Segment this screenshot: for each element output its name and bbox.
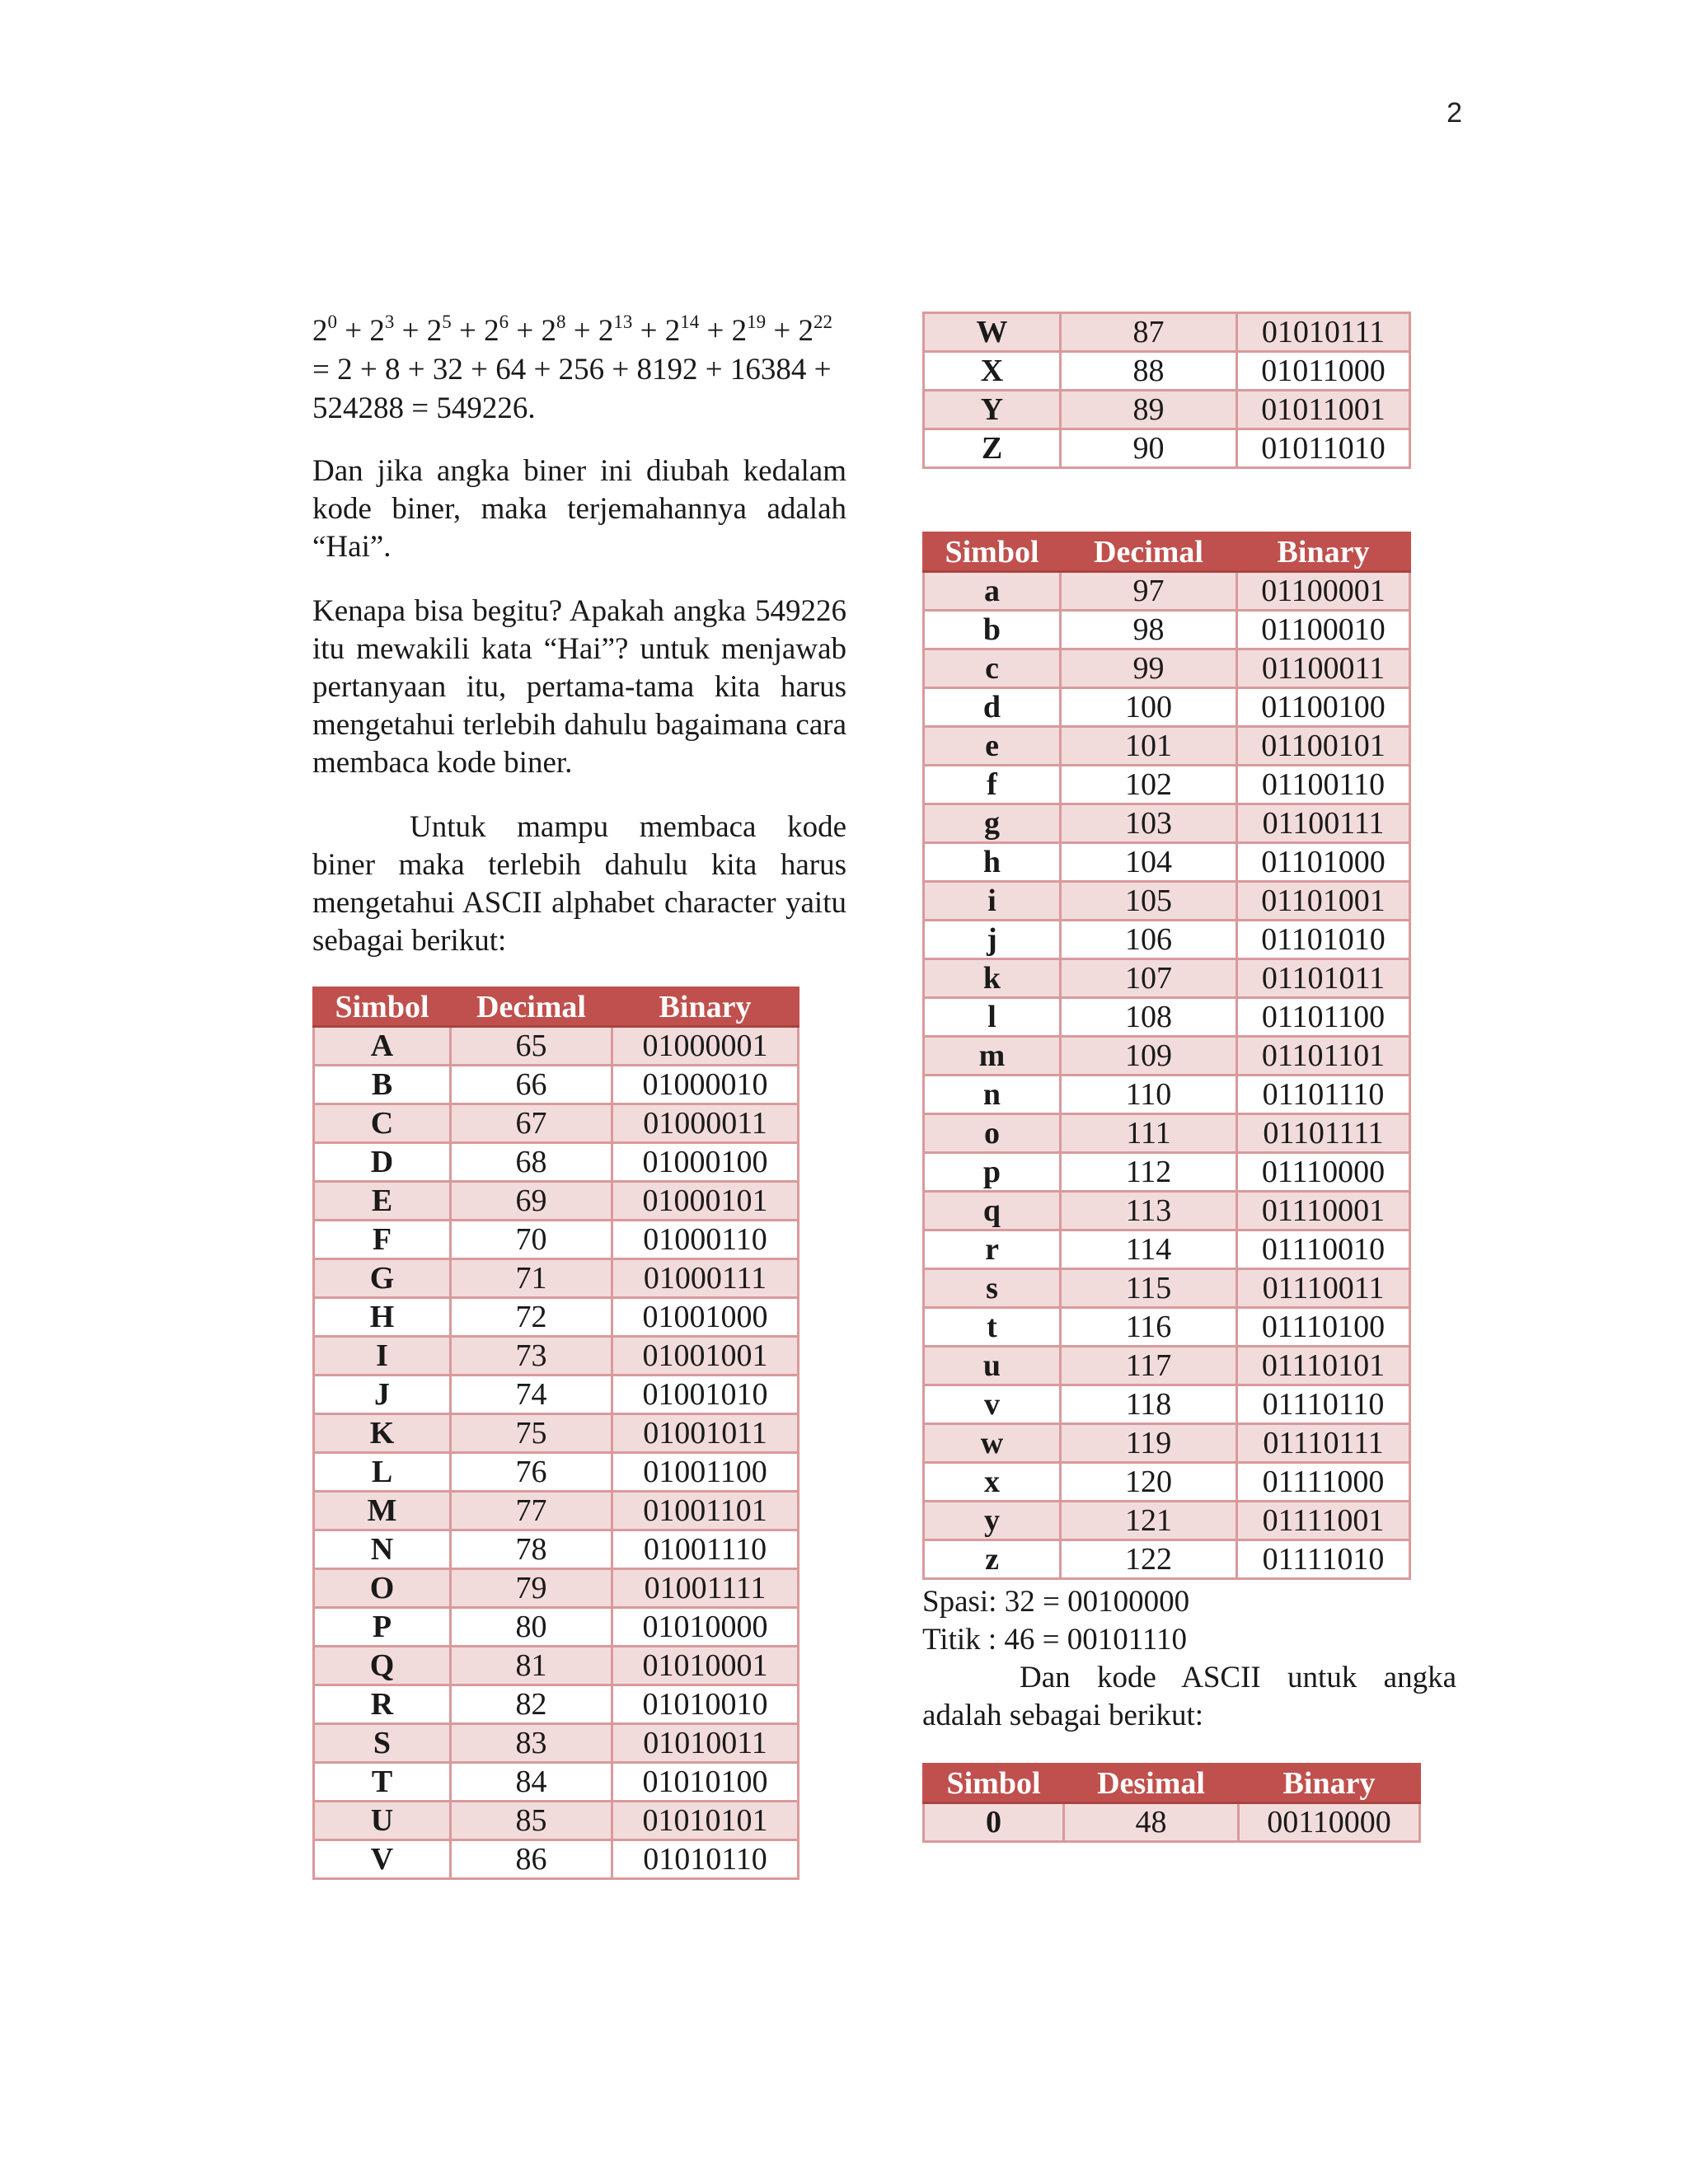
binary-cell: 01110011 xyxy=(1237,1269,1410,1308)
symbol-cell: l xyxy=(924,998,1061,1037)
symbol-cell: b xyxy=(924,611,1061,649)
table-row xyxy=(314,1763,799,1802)
binary-cell: 01001010 xyxy=(612,1376,799,1414)
table-row xyxy=(924,1463,1410,1502)
symbol-cell: F xyxy=(314,1221,451,1259)
symbol-cell: R xyxy=(314,1685,451,1724)
table-row xyxy=(924,572,1410,611)
table-row xyxy=(314,1182,799,1221)
table-row xyxy=(924,1269,1410,1308)
formula-expansion: = 2 + 8 + 32 + 64 + 256 + 8192 + 16384 + 524288 = 549226. xyxy=(312,353,832,425)
symbol-cell: m xyxy=(924,1037,1061,1076)
decimal-cell: 110 xyxy=(1061,1076,1237,1114)
decimal-cell: 66 xyxy=(451,1066,612,1104)
decimal-cell: 120 xyxy=(1061,1463,1237,1502)
paragraph-question: Kenapa bisa begitu? Apakah angka 549226 itu mewakili kata “Hai”? untuk menjawab pertanyaan itu, pertama-tama kita harus mengetahui terlebih dahulu bagaimana cara membaca kode biner. xyxy=(312,594,846,780)
decimal-cell: 77 xyxy=(451,1492,612,1530)
decimal-cell: 119 xyxy=(1061,1424,1237,1463)
table-row xyxy=(314,1143,799,1182)
table-row xyxy=(314,1337,799,1376)
symbol-cell: u xyxy=(924,1347,1061,1385)
binary-cell: 01110111 xyxy=(1237,1424,1410,1463)
table-row xyxy=(924,1230,1410,1269)
power-term: $2^{14}$ xyxy=(664,312,700,348)
column-header: Simbol xyxy=(924,1765,1064,1803)
decimal-cell: 121 xyxy=(1061,1502,1237,1540)
binary-cell: 01100011 xyxy=(1237,649,1410,688)
binary-cell: 01010011 xyxy=(612,1724,799,1763)
binary-cell: 01000100 xyxy=(612,1143,799,1182)
decimal-cell: 83 xyxy=(451,1724,612,1763)
table-row xyxy=(924,882,1410,921)
symbol-cell: J xyxy=(314,1376,451,1414)
decimal-cell: 68 xyxy=(451,1143,612,1182)
table-row xyxy=(924,1424,1410,1463)
symbol-cell: e xyxy=(924,727,1061,766)
binary-cell: 01110110 xyxy=(1237,1385,1410,1424)
symbol-cell: i xyxy=(924,882,1061,921)
binary-cell: 01111000 xyxy=(1237,1463,1410,1502)
decimal-cell: 99 xyxy=(1061,649,1237,688)
binary-cell: 01111001 xyxy=(1237,1502,1410,1540)
paragraph-digits-intro: Dan kode ASCII untuk angka adalah sebagai berikut: xyxy=(922,1661,1456,1732)
symbol-cell: G xyxy=(314,1259,451,1298)
symbol-cell: X xyxy=(924,352,1061,391)
exponent: 0 xyxy=(327,312,337,332)
symbol-cell: w xyxy=(924,1424,1061,1463)
table-row xyxy=(314,1376,799,1414)
symbol-cell: 0 xyxy=(924,1803,1064,1842)
table-row xyxy=(924,649,1410,688)
decimal-cell: 113 xyxy=(1061,1192,1237,1230)
decimal-cell: 122 xyxy=(1061,1540,1237,1579)
column-header: Binary xyxy=(1239,1765,1420,1803)
decimal-cell: 48 xyxy=(1064,1803,1239,1842)
binary-cell: 01011000 xyxy=(1237,352,1410,391)
table-row xyxy=(924,1037,1410,1076)
table-row xyxy=(924,352,1410,391)
binary-cell: 01000101 xyxy=(612,1182,799,1221)
space-code: Spasi: 32 = 00100000 xyxy=(922,1585,1190,1619)
decimal-cell: 116 xyxy=(1061,1308,1237,1347)
decimal-cell: 86 xyxy=(451,1840,612,1879)
decimal-cell: 76 xyxy=(451,1453,612,1492)
symbol-cell: Y xyxy=(924,391,1061,429)
table-row xyxy=(924,921,1410,959)
symbol-cell: q xyxy=(924,1192,1061,1230)
binary-cell: 01101011 xyxy=(1237,959,1410,998)
decimal-cell: 85 xyxy=(451,1802,612,1840)
symbol-cell: E xyxy=(314,1182,451,1221)
paragraph-translation: Dan jika angka biner ini diubah kedalam kode biner, maka terjemahannya adalah “Hai”. xyxy=(312,454,846,564)
decimal-cell: 67 xyxy=(451,1104,612,1143)
decimal-cell: 87 xyxy=(1061,313,1237,352)
decimal-cell: 105 xyxy=(1061,882,1237,921)
decimal-cell: 88 xyxy=(1061,352,1237,391)
symbol-cell: j xyxy=(924,921,1061,959)
decimal-cell: 102 xyxy=(1061,766,1237,804)
binary-cell: 01100001 xyxy=(1237,572,1410,611)
table-row xyxy=(924,959,1410,998)
binary-cell: 01101101 xyxy=(1237,1037,1410,1076)
exponent: 6 xyxy=(499,312,509,332)
decimal-cell: 78 xyxy=(451,1530,612,1569)
symbol-cell: T xyxy=(314,1763,451,1802)
binary-cell: 01001101 xyxy=(612,1492,799,1530)
binary-cell: 01100100 xyxy=(1237,688,1410,727)
table-row xyxy=(314,1724,799,1763)
decimal-cell: 107 xyxy=(1061,959,1237,998)
table-row xyxy=(924,688,1410,727)
decimal-cell: 70 xyxy=(451,1221,612,1259)
table-row xyxy=(924,727,1410,766)
power-term: $2^{13}$ xyxy=(598,312,633,348)
symbol-cell: U xyxy=(314,1802,451,1840)
decimal-cell: 71 xyxy=(451,1259,612,1298)
table-row xyxy=(314,1259,799,1298)
exponent: 13 xyxy=(613,312,633,332)
column-header: Decimal xyxy=(451,988,612,1027)
table-row xyxy=(924,611,1410,649)
decimal-cell: 97 xyxy=(1061,572,1237,611)
binary-cell: 01010111 xyxy=(1237,313,1410,352)
power-term: $2^0$ xyxy=(312,312,337,348)
table-header-row xyxy=(924,1765,1420,1803)
power-term: $2^8$ xyxy=(541,312,566,348)
table-row xyxy=(314,1298,799,1337)
decimal-cell: 118 xyxy=(1061,1385,1237,1424)
symbol-cell: x xyxy=(924,1463,1061,1502)
exponent: 3 xyxy=(384,312,395,332)
period-code: Titik : 46 = 00101110 xyxy=(922,1623,1188,1657)
binary-cell: 00110000 xyxy=(1239,1803,1420,1842)
decimal-cell: 117 xyxy=(1061,1347,1237,1385)
binary-cell: 01100101 xyxy=(1237,727,1410,766)
decimal-cell: 81 xyxy=(451,1647,612,1685)
table-row xyxy=(314,1104,799,1143)
decimal-cell: 89 xyxy=(1061,391,1237,429)
symbol-cell: f xyxy=(924,766,1061,804)
symbol-cell: v xyxy=(924,1385,1061,1424)
binary-cell: 01101111 xyxy=(1237,1114,1410,1153)
binary-cell: 01000011 xyxy=(612,1104,799,1143)
table-row xyxy=(924,1153,1410,1192)
table-row xyxy=(924,1114,1410,1153)
table-row xyxy=(924,1347,1410,1385)
table-row xyxy=(314,1685,799,1724)
binary-cell: 01011010 xyxy=(1237,429,1410,468)
binary-cell: 01001110 xyxy=(612,1530,799,1569)
decimal-cell: 98 xyxy=(1061,611,1237,649)
power-term: $2^{19}$ xyxy=(731,312,767,348)
symbol-cell: L xyxy=(314,1453,451,1492)
symbol-cell: S xyxy=(314,1724,451,1763)
symbol-cell: K xyxy=(314,1414,451,1453)
table-row xyxy=(924,1308,1410,1347)
binary-cell: 01000010 xyxy=(612,1066,799,1104)
table-row xyxy=(314,1066,799,1104)
symbol-cell: M xyxy=(314,1492,451,1530)
symbol-cell: p xyxy=(924,1153,1061,1192)
symbol-cell: n xyxy=(924,1076,1061,1114)
table-row xyxy=(924,1076,1410,1114)
ascii-lowercase-table xyxy=(922,532,1411,1580)
table-row xyxy=(924,391,1410,429)
exponent: 14 xyxy=(680,312,700,332)
table-row xyxy=(924,1192,1410,1230)
decimal-cell: 101 xyxy=(1061,727,1237,766)
power-term: $2^6$ xyxy=(484,312,509,348)
column-header: Decimal xyxy=(1061,533,1237,572)
right-column xyxy=(922,312,1456,1843)
table-row xyxy=(924,1540,1410,1579)
symbol-cell: W xyxy=(924,313,1061,352)
table-row xyxy=(924,1803,1420,1842)
table-row xyxy=(924,998,1410,1037)
power-term: $2^5$ xyxy=(426,312,452,348)
table-row xyxy=(924,1385,1410,1424)
column-header: Binary xyxy=(1237,533,1410,572)
table-row xyxy=(924,1502,1410,1540)
binary-cell: 01000111 xyxy=(612,1259,799,1298)
binary-cell: 01010001 xyxy=(612,1647,799,1685)
table-row xyxy=(924,429,1410,468)
binary-cell: 01100111 xyxy=(1237,804,1410,843)
table-row xyxy=(314,1414,799,1453)
decimal-cell: 80 xyxy=(451,1608,612,1647)
decimal-cell: 100 xyxy=(1061,688,1237,727)
power-term: $2^{22}$ xyxy=(798,312,832,348)
page-number: 2 xyxy=(1447,97,1462,129)
binary-cell: 01001100 xyxy=(612,1453,799,1492)
table-row xyxy=(314,1530,799,1569)
binary-cell: 01110010 xyxy=(1237,1230,1410,1269)
decimal-cell: 72 xyxy=(451,1298,612,1337)
symbol-cell: I xyxy=(314,1337,451,1376)
symbol-cell: g xyxy=(924,804,1061,843)
symbol-cell: B xyxy=(314,1066,451,1104)
table-row xyxy=(314,1608,799,1647)
table-row xyxy=(924,313,1410,352)
exponent: 22 xyxy=(814,312,832,332)
decimal-cell: 75 xyxy=(451,1414,612,1453)
symbol-cell: r xyxy=(924,1230,1061,1269)
column-header: Simbol xyxy=(924,533,1061,572)
ascii-digits-table xyxy=(922,1763,1421,1843)
paragraph-ascii-intro: Untuk mampu membaca kode biner maka terlebih dahulu kita harus mengetahui ASCII alphabet character yaitu sebagai berikut: xyxy=(312,810,846,958)
binary-cell: 01101010 xyxy=(1237,921,1410,959)
decimal-cell: 109 xyxy=(1061,1037,1237,1076)
binary-cell: 01100110 xyxy=(1237,766,1410,804)
symbol-cell: h xyxy=(924,843,1061,882)
symbol-cell: z xyxy=(924,1540,1061,1579)
symbol-cell: t xyxy=(924,1308,1061,1347)
decimal-cell: 74 xyxy=(451,1376,612,1414)
table-header-row xyxy=(924,533,1410,572)
binary-cell: 01101110 xyxy=(1237,1076,1410,1114)
table-row xyxy=(314,1840,799,1879)
table-row xyxy=(924,804,1410,843)
exponent: 8 xyxy=(556,312,566,332)
binary-cell: 01011001 xyxy=(1237,391,1410,429)
decimal-cell: 114 xyxy=(1061,1230,1237,1269)
table-row xyxy=(314,1569,799,1608)
binary-cell: 01001001 xyxy=(612,1337,799,1376)
binary-cell: 01111010 xyxy=(1237,1540,1410,1579)
binary-cell: 01010000 xyxy=(612,1608,799,1647)
ascii-uppercase-table-continued xyxy=(922,312,1411,469)
decimal-cell: 79 xyxy=(451,1569,612,1608)
symbol-cell: a xyxy=(924,572,1061,611)
binary-cell: 01110101 xyxy=(1237,1347,1410,1385)
table-row xyxy=(314,1027,799,1066)
symbol-cell: Z xyxy=(924,429,1061,468)
decimal-cell: 103 xyxy=(1061,804,1237,843)
symbol-cell: N xyxy=(314,1530,451,1569)
column-header: Desimal xyxy=(1064,1765,1239,1803)
symbol-cell: C xyxy=(314,1104,451,1143)
decimal-cell: 104 xyxy=(1061,843,1237,882)
symbol-cell: d xyxy=(924,688,1061,727)
symbol-cell: c xyxy=(924,649,1061,688)
symbol-cell: Q xyxy=(314,1647,451,1685)
binary-cell: 01010100 xyxy=(612,1763,799,1802)
table-row xyxy=(924,766,1410,804)
symbol-cell: H xyxy=(314,1298,451,1337)
binary-cell: 01101100 xyxy=(1237,998,1410,1037)
binary-cell: 01110000 xyxy=(1237,1153,1410,1192)
binary-cell: 01001011 xyxy=(612,1414,799,1453)
power-term: $2^3$ xyxy=(369,312,395,348)
binary-cell: 01110100 xyxy=(1237,1308,1410,1347)
decimal-cell: 106 xyxy=(1061,921,1237,959)
symbol-cell: V xyxy=(314,1840,451,1879)
symbol-cell: O xyxy=(314,1569,451,1608)
left-column xyxy=(312,312,846,1880)
binary-cell: 01110001 xyxy=(1237,1192,1410,1230)
ascii-uppercase-table xyxy=(312,987,799,1880)
table-row xyxy=(314,1647,799,1685)
exponent: 5 xyxy=(442,312,452,332)
binary-sum-formula: $2^0 + 2^3 + 2^5 + 2^6 + 2^8 + 2^{13} + 2^{14} + 2^{19} + 2^{22} = 2 + 8 + 32 + 64 + 256 + 8192 + 16384 + 524288 = 549226$. xyxy=(312,312,832,425)
decimal-cell: 108 xyxy=(1061,998,1237,1037)
binary-cell: 01000001 xyxy=(612,1027,799,1066)
binary-cell: 01001000 xyxy=(612,1298,799,1337)
binary-cell: 01010110 xyxy=(612,1840,799,1879)
decimal-cell: 69 xyxy=(451,1182,612,1221)
binary-cell: 01100010 xyxy=(1237,611,1410,649)
symbol-cell: o xyxy=(924,1114,1061,1153)
decimal-cell: 73 xyxy=(451,1337,612,1376)
decimal-cell: 115 xyxy=(1061,1269,1237,1308)
symbol-cell: s xyxy=(924,1269,1061,1308)
binary-cell: 01001111 xyxy=(612,1569,799,1608)
symbol-cell: A xyxy=(314,1027,451,1066)
decimal-cell: 111 xyxy=(1061,1114,1237,1153)
column-header: Simbol xyxy=(314,988,451,1027)
table-header-row xyxy=(314,988,799,1027)
decimal-cell: 82 xyxy=(451,1685,612,1724)
decimal-cell: 112 xyxy=(1061,1153,1237,1192)
table-row xyxy=(924,843,1410,882)
column-header: Binary xyxy=(612,988,799,1027)
decimal-cell: 84 xyxy=(451,1763,612,1802)
table-row xyxy=(314,1453,799,1492)
decimal-cell: 90 xyxy=(1061,429,1237,468)
binary-cell: 01101000 xyxy=(1237,843,1410,882)
symbol-cell: D xyxy=(314,1143,451,1182)
table-row xyxy=(314,1492,799,1530)
symbol-cell: P xyxy=(314,1608,451,1647)
binary-cell: 01000110 xyxy=(612,1221,799,1259)
symbol-cell: y xyxy=(924,1502,1061,1540)
binary-cell: 01010010 xyxy=(612,1685,799,1724)
exponent: 19 xyxy=(747,312,767,332)
symbol-cell: k xyxy=(924,959,1061,998)
binary-cell: 01010101 xyxy=(612,1802,799,1840)
decimal-cell: 65 xyxy=(451,1027,612,1066)
table-row xyxy=(314,1221,799,1259)
table-row xyxy=(314,1802,799,1840)
binary-cell: 01101001 xyxy=(1237,882,1410,921)
